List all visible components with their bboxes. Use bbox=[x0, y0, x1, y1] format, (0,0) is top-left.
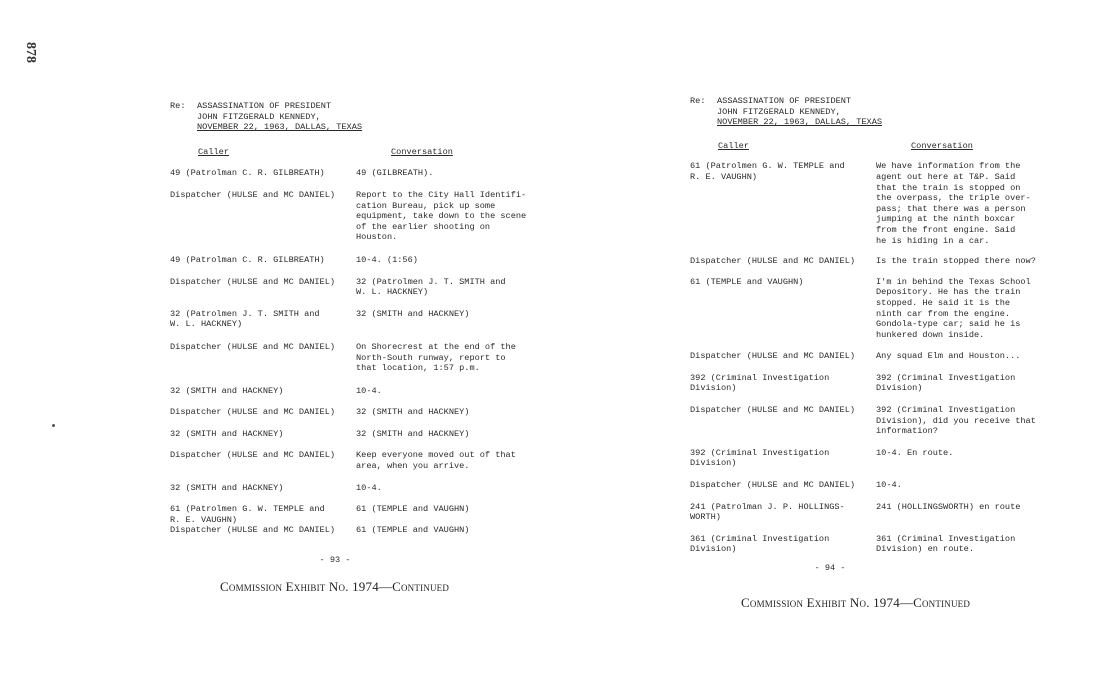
caller: Dispatcher (HULSE and MC DANIEL) bbox=[170, 525, 336, 536]
caller: 32 (Patrolmen J. T. SMITH and W. L. HACKNEY) bbox=[170, 308, 320, 330]
caller: 61 (Patrolmen G. W. TEMPLE and R. E. VAUGHN) bbox=[170, 504, 325, 525]
transcript-row bbox=[170, 483, 550, 494]
right-page bbox=[690, 96, 1070, 574]
re-line: JOHN FITZGERALD KENNEDY, bbox=[717, 106, 841, 117]
re-label: Re: bbox=[690, 96, 706, 106]
conversation: 61 (TEMPLE and VAUGHN) bbox=[356, 525, 470, 536]
conversation: 32 (SMITH and HACKNEY) bbox=[356, 308, 470, 319]
left-page bbox=[170, 101, 550, 566]
re-line: ASSASSINATION OF PRESIDENT bbox=[717, 96, 852, 106]
page-number: - 93 - bbox=[319, 555, 351, 566]
caller-header: Caller bbox=[198, 146, 229, 157]
conversation: Any squad Elm and Houston... bbox=[876, 351, 1021, 362]
conversation: We have information from the agent out here at T&P. Said that the train is stopped on the overpass, the triple over- pass; that there was a person jumping at the ninth boxcar from the front engine. Said he is hiding in a car. bbox=[876, 161, 1031, 246]
conversation: 32 (Patrolmen J. T. SMITH and W. L. HACKNEY) bbox=[356, 276, 506, 298]
caller: 392 (Criminal Investigation Division) bbox=[690, 447, 830, 469]
conversation: 10-4. bbox=[356, 482, 382, 493]
transcript-row bbox=[170, 190, 550, 243]
conversation: 10-4. bbox=[356, 385, 382, 396]
conversation: 392 (Criminal Investigation Division) bbox=[876, 372, 1016, 394]
caller: Dispatcher (HULSE and MC DANIEL) bbox=[170, 276, 336, 287]
transcript-row bbox=[690, 277, 1070, 341]
re-header bbox=[170, 101, 550, 133]
re-line: NOVEMBER 22, 1963, DALLAS, TEXAS bbox=[197, 122, 363, 133]
caller: Dispatcher (HULSE and MC DANIEL) bbox=[690, 480, 856, 491]
caller: 361 (Criminal Investigation Division) bbox=[690, 533, 830, 555]
conversation-header: Conversation bbox=[911, 140, 973, 151]
conversation: 361 (Criminal Investigation Division) en route. bbox=[876, 533, 1016, 555]
column-headers bbox=[690, 141, 1070, 152]
conversation: 32 (SMITH and HACKNEY) bbox=[356, 428, 470, 439]
transcript-row bbox=[690, 480, 1070, 491]
transcript-row bbox=[690, 405, 1070, 437]
transcript-row bbox=[170, 255, 550, 266]
caller: Dispatcher (HULSE and MC DANIEL) bbox=[170, 407, 336, 418]
page-number: - 94 - bbox=[814, 563, 846, 573]
conversation: Is the train stopped there now? bbox=[876, 256, 1036, 267]
transcript-row bbox=[170, 342, 550, 374]
caller: Dispatcher (HULSE and MC DANIEL) bbox=[690, 351, 856, 362]
transcript-row bbox=[170, 407, 550, 418]
transcript-row bbox=[170, 309, 550, 330]
caller: 49 (Patrolman C. R. GILBREATH) bbox=[170, 254, 325, 265]
caller: Dispatcher (HULSE and MC DANIEL) bbox=[170, 450, 336, 461]
caller-header: Caller bbox=[718, 140, 749, 151]
transcript-row bbox=[170, 277, 550, 298]
transcript-row bbox=[690, 502, 1070, 523]
conversation: 61 (TEMPLE and VAUGHN) bbox=[356, 504, 470, 515]
transcript-row bbox=[690, 161, 1070, 246]
caller: 49 (Patrolman C. R. GILBREATH) bbox=[170, 168, 325, 179]
transcript-row bbox=[690, 534, 1070, 555]
conversation: 392 (Criminal Investigation Division), did you receive that information? bbox=[876, 405, 1036, 437]
caller: 32 (SMITH and HACKNEY) bbox=[170, 385, 284, 396]
conversation: 10-4. (1:56) bbox=[356, 254, 418, 265]
caller: 241 (Patrolman J. P. HOLLINGS- WORTH) bbox=[690, 501, 845, 523]
conversation: 49 (GILBREATH). bbox=[356, 168, 434, 179]
conversation: 241 (HOLLINGSWORTH) en route bbox=[876, 501, 1021, 512]
column-headers bbox=[170, 147, 550, 158]
scan-speck bbox=[52, 424, 55, 427]
conversation: Report to the City Hall Identifi- cation Bureau, pick up some equipment, take down to the scene of the earlier shooting on Houston. bbox=[356, 189, 527, 243]
conversation: I'm in behind the Texas School Depository. He has the train stopped. He said it is the ninth car from the engine. Gondola-type car; said he is hunkered down inside. bbox=[876, 276, 1031, 340]
re-label: Re: bbox=[170, 101, 186, 111]
transcript-row bbox=[690, 256, 1070, 267]
conversation: 32 (SMITH and HACKNEY) bbox=[356, 407, 470, 418]
conversation: 10-4. bbox=[876, 480, 902, 491]
transcript-row bbox=[690, 448, 1070, 469]
caller: Dispatcher (HULSE and MC DANIEL) bbox=[170, 189, 336, 200]
re-line: NOVEMBER 22, 1963, DALLAS, TEXAS bbox=[717, 117, 883, 128]
transcript-row bbox=[170, 429, 550, 440]
conversation-header: Conversation bbox=[391, 146, 453, 157]
caller: 32 (SMITH and HACKNEY) bbox=[170, 482, 284, 493]
caller: 61 (Patrolmen G. W. TEMPLE and R. E. VAUGHN) bbox=[690, 161, 845, 182]
transcript-row bbox=[170, 504, 550, 525]
re-header bbox=[690, 96, 1070, 128]
transcript-row bbox=[170, 450, 550, 471]
caller: Dispatcher (HULSE and MC DANIEL) bbox=[690, 256, 856, 267]
side-page-number: 878 bbox=[23, 42, 38, 63]
transcript-row bbox=[690, 351, 1070, 362]
caller: 32 (SMITH and HACKNEY) bbox=[170, 428, 284, 439]
re-line: JOHN FITZGERALD KENNEDY, bbox=[197, 111, 321, 122]
exhibit-caption: Commission Exhibit No. 1974—Continued bbox=[220, 579, 450, 594]
conversation: 10-4. En route. bbox=[876, 447, 954, 458]
re-line: ASSASSINATION OF PRESIDENT bbox=[197, 101, 332, 111]
conversation: Keep everyone moved out of that area, when you arrive. bbox=[356, 450, 516, 472]
conversation: On Shorecrest at the end of the North-South runway, report to that location, 1:57 p.m. bbox=[356, 341, 516, 374]
caller: Dispatcher (HULSE and MC DANIEL) bbox=[170, 341, 336, 352]
transcript-row bbox=[170, 168, 550, 179]
caller: Dispatcher (HULSE and MC DANIEL) bbox=[690, 405, 856, 416]
transcript-row bbox=[170, 386, 550, 397]
transcript-row bbox=[690, 373, 1070, 394]
caller: 392 (Criminal Investigation Division) bbox=[690, 372, 830, 394]
caller: 61 (TEMPLE and VAUGHN) bbox=[690, 276, 804, 287]
transcript-row bbox=[170, 525, 550, 536]
exhibit-caption: Commission Exhibit No. 1974—Continued bbox=[741, 595, 971, 610]
